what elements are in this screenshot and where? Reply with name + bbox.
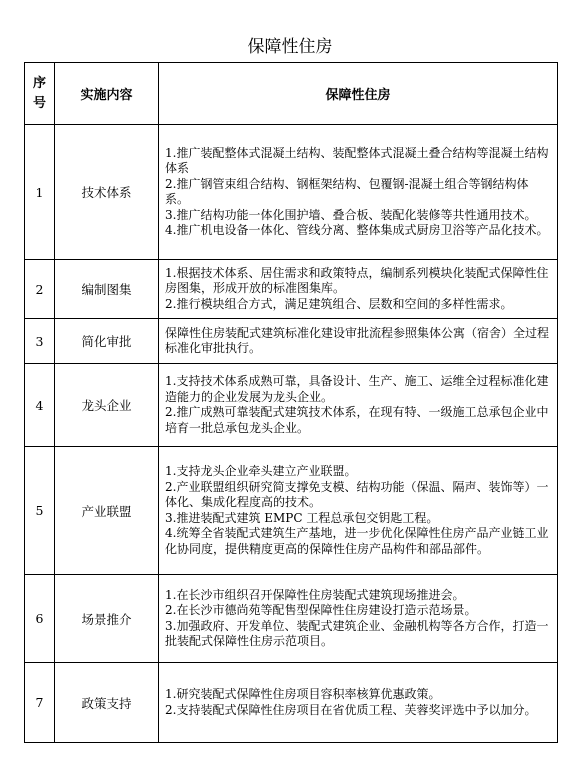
row-number: 2	[25, 260, 55, 319]
row-item: 产业联盟	[55, 447, 159, 575]
content-line: 2.推行模块组合方式，满足建筑组合、层数和空间的多样性需求。	[165, 296, 513, 311]
row-number: 5	[25, 447, 55, 575]
row-number: 7	[25, 663, 55, 743]
row-number: 6	[25, 575, 55, 663]
content-line: 1.支持龙头企业牵头建立产业联盟。	[165, 464, 357, 478]
row-content	[159, 575, 558, 663]
document-title: 保障性住房	[247, 37, 333, 57]
content-line: 2.支持装配式保障性住房项目在省优质工程、芙蓉奖评选中予以加分。	[165, 702, 537, 717]
row-item: 编制图集	[55, 260, 159, 319]
header-serial-line1: 序	[32, 75, 46, 91]
content-line: 3.推进装配式建筑 EMPC 工程总承包交钥匙工程。	[165, 510, 439, 525]
content-line: 1.在长沙市组织召开保障性住房装配式建筑现场推进会。	[165, 587, 465, 602]
row-content	[159, 125, 558, 260]
content-line: 2.在长沙市德尚苑等配售型保障性住房建设打造示范场景。	[165, 603, 477, 617]
header-implementation-item: 实施内容	[55, 63, 159, 125]
header-content: 保障性住房	[159, 63, 558, 125]
content-line: 3.加强政府、开发单位、装配式建筑企业、金融机构等各方合作，打造一批装配式保障性住房示范项目。	[165, 618, 549, 648]
housing-implementation-table	[24, 62, 558, 743]
content-line: 4.统筹全省装配式建筑生产基地，进一步优化保障性住房产品产业链工业化协同度，提供精度更高的保障性住房产品构件和部品部件。	[165, 526, 549, 556]
row-item: 龙头企业	[55, 364, 159, 447]
content-line: 1.根据技术体系、居住需求和政策特点，编制系列模块化装配式保障性住房图集，形成开放的标准图集库。	[165, 265, 549, 296]
row-number: 3	[25, 319, 55, 364]
content-line: 1.研究装配式保障性住房项目容积率核算优惠政策。	[165, 687, 441, 701]
content-line: 2.推广钢管束组合结构、钢框架结构、包覆钢-混凝土组合等钢结构体系。	[165, 176, 529, 206]
table-header-row	[25, 63, 558, 125]
row-content	[159, 364, 558, 447]
table-row	[25, 319, 558, 364]
table-row	[25, 364, 558, 447]
table-row	[25, 260, 558, 319]
row-content	[159, 260, 558, 319]
content-line: 1.推广装配整体式混凝土结构、装配整体式混凝土叠合结构等混凝土结构体系	[165, 145, 549, 175]
row-item: 政策支持	[55, 663, 159, 743]
row-item: 简化审批	[55, 319, 159, 364]
table-row	[25, 663, 558, 743]
row-number: 1	[25, 125, 55, 260]
row-number: 4	[25, 364, 55, 447]
row-content	[159, 319, 558, 364]
content-line: 2.产业联盟组织研究简支撑免支模、结构功能（保温、隔声、装饰等）一体化、集成化程度高的技术。	[165, 479, 549, 509]
header-serial-line2: 号	[32, 95, 46, 111]
row-content	[159, 663, 558, 743]
row-item: 场景推介	[55, 575, 159, 663]
row-content	[159, 447, 558, 575]
content-line: 4.推广机电设备一体化、管线分离、整体集成式厨房卫浴等产品化技术。	[165, 223, 549, 237]
content-line: 3.推广结构功能一体化围护墙、叠合板、装配化装修等共性通用技术。	[165, 207, 537, 222]
content-line: 2.推广成熟可靠装配式建筑技术体系，在现有特、一级施工总承包企业中培育一批总承包龙头企业。	[165, 405, 549, 435]
table-row	[25, 575, 558, 663]
content-line: 保障性住房装配式建筑标准化建设审批流程参照集体公寓（宿舍）全过程标准化审批执行。	[165, 325, 550, 355]
row-item: 技术体系	[55, 125, 159, 260]
table-row	[25, 125, 558, 260]
header-serial-number	[25, 63, 55, 125]
content-line: 1.支持技术体系成熟可靠，具备设计、生产、施工、运维全过程标准化建造能力的企业发展为龙头企业。	[165, 374, 549, 404]
table-row	[25, 447, 558, 575]
